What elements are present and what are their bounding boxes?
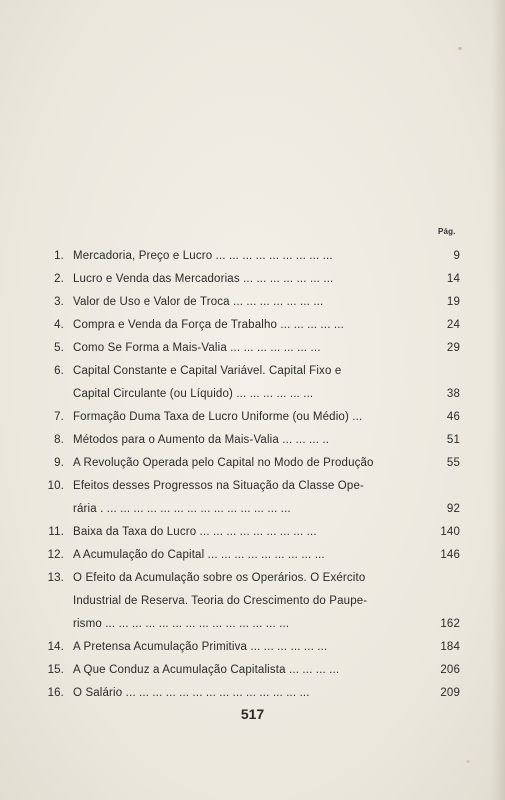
toc-entry-page: 146 — [440, 549, 460, 561]
toc-entry-title: Como Se Forma a Mais-Valia ... ... ... ... ... ... ... — [73, 342, 321, 354]
toc-entry-title: Valor de Uso e Valor de Troca ... ... ... ... ... ... ... — [73, 296, 324, 308]
toc-entry-title: Métodos para o Aumento da Mais-Valia ... ... ... .. — [73, 434, 330, 446]
toc-entry-title: O Salário ... ... ... ... ... ... ... ... ... ... ... ... ... ... — [73, 687, 310, 699]
toc-entry-page: 9 — [453, 250, 460, 262]
toc-entry-title: Mercadoria, Preço e Lucro ... ... ... ... ... ... ... ... ... — [73, 250, 333, 262]
toc-entry-page: 55 — [446, 457, 460, 469]
toc-entry-title: O Efeito da Acumulação sobre os Operários. O Exército — [73, 572, 366, 584]
toc-entry-title: A Revolução Operada pelo Capital no Modo de Produção — [73, 457, 374, 469]
toc-entry-page: 19 — [446, 296, 460, 308]
toc-entry-title: Lucro e Venda das Mercadorias ... ... ... ... ... ... ... — [73, 273, 334, 285]
toc-entry-title: A Que Conduz a Acumulação Capitalista ... ... ... ... — [73, 664, 340, 676]
toc-entry-page: 51 — [446, 434, 460, 446]
toc-entry-title: Capital Constante e Capital Variável. Capital Fixo e — [73, 365, 342, 377]
toc-entry-title: Industrial de Reserva. Teoria do Crescimento do Paupe- — [73, 595, 368, 607]
toc-entry-page: 29 — [446, 342, 460, 354]
toc-entry-number: 16. — [47, 687, 64, 699]
toc-entry-number: 8. — [54, 434, 64, 446]
toc-entry-page: 184 — [440, 641, 460, 653]
toc-entry-page: 46 — [446, 411, 460, 423]
toc-entry-number: 15. — [47, 664, 64, 676]
toc-entry-title: A Pretensa Acumulação Primitiva ... ... ... ... ... ... — [73, 641, 328, 653]
toc-entry-title: rismo ... ... ... ... ... ... ... ... ... ... ... ... ... ... — [73, 618, 290, 630]
toc-entry-number: 13. — [47, 572, 64, 584]
toc-entry-title: Formação Duma Taxa de Lucro Uniforme (ou Médio) ... — [73, 411, 363, 423]
paper-speck — [466, 760, 470, 763]
toc-entry-number: 9. — [54, 457, 64, 469]
page-edge-shadow — [491, 0, 505, 800]
page-column-label: Pág. — [438, 227, 456, 236]
toc-entry-number: 3. — [54, 296, 64, 308]
page-number: 517 — [240, 706, 265, 722]
toc-entry-number: 1. — [54, 250, 64, 262]
toc-entry-title: Baixa da Taxa do Lucro ... ... ... ... ... ... ... ... ... — [73, 526, 317, 538]
toc-entry-title: Compra e Venda da Força de Trabalho ... ... ... ... ... — [73, 319, 344, 331]
toc-entry-page: 14 — [446, 273, 460, 285]
toc-entry-page: 162 — [440, 618, 460, 630]
toc-entry-page: 209 — [440, 687, 460, 699]
toc-entry-title: rária . ... ... ... ... ... ... ... ... ... ... ... ... ... ... — [73, 503, 291, 515]
toc-entry-page: 140 — [440, 526, 460, 538]
toc-entry-title: Capital Circulante (ou Líquido) ... ... ... ... ... ... — [73, 388, 314, 400]
toc-entry-title: Efeitos desses Progressos na Situação da Classe Ope- — [73, 480, 364, 492]
toc-entry-page: 206 — [440, 664, 460, 676]
toc-entry-number: 12. — [47, 549, 64, 561]
toc-entry-number: 11. — [48, 526, 64, 538]
toc-entry-title: A Acumulação do Capital ... ... ... ... ... ... ... ... ... — [73, 549, 325, 561]
toc-entry-number: 14. — [47, 641, 64, 653]
paper-speck — [458, 47, 462, 50]
toc-entry-page: 24 — [446, 319, 460, 331]
toc-entry-number: 5. — [54, 342, 64, 354]
toc-entry-number: 10. — [47, 480, 64, 492]
toc-entry-number: 7. — [54, 411, 64, 423]
toc-entry-page: 92 — [446, 503, 460, 515]
toc-entry-page: 38 — [446, 388, 460, 400]
toc-entry-number: 4. — [54, 319, 64, 331]
toc-entry-number: 2. — [54, 273, 64, 285]
toc-entry-number: 6. — [54, 365, 64, 377]
